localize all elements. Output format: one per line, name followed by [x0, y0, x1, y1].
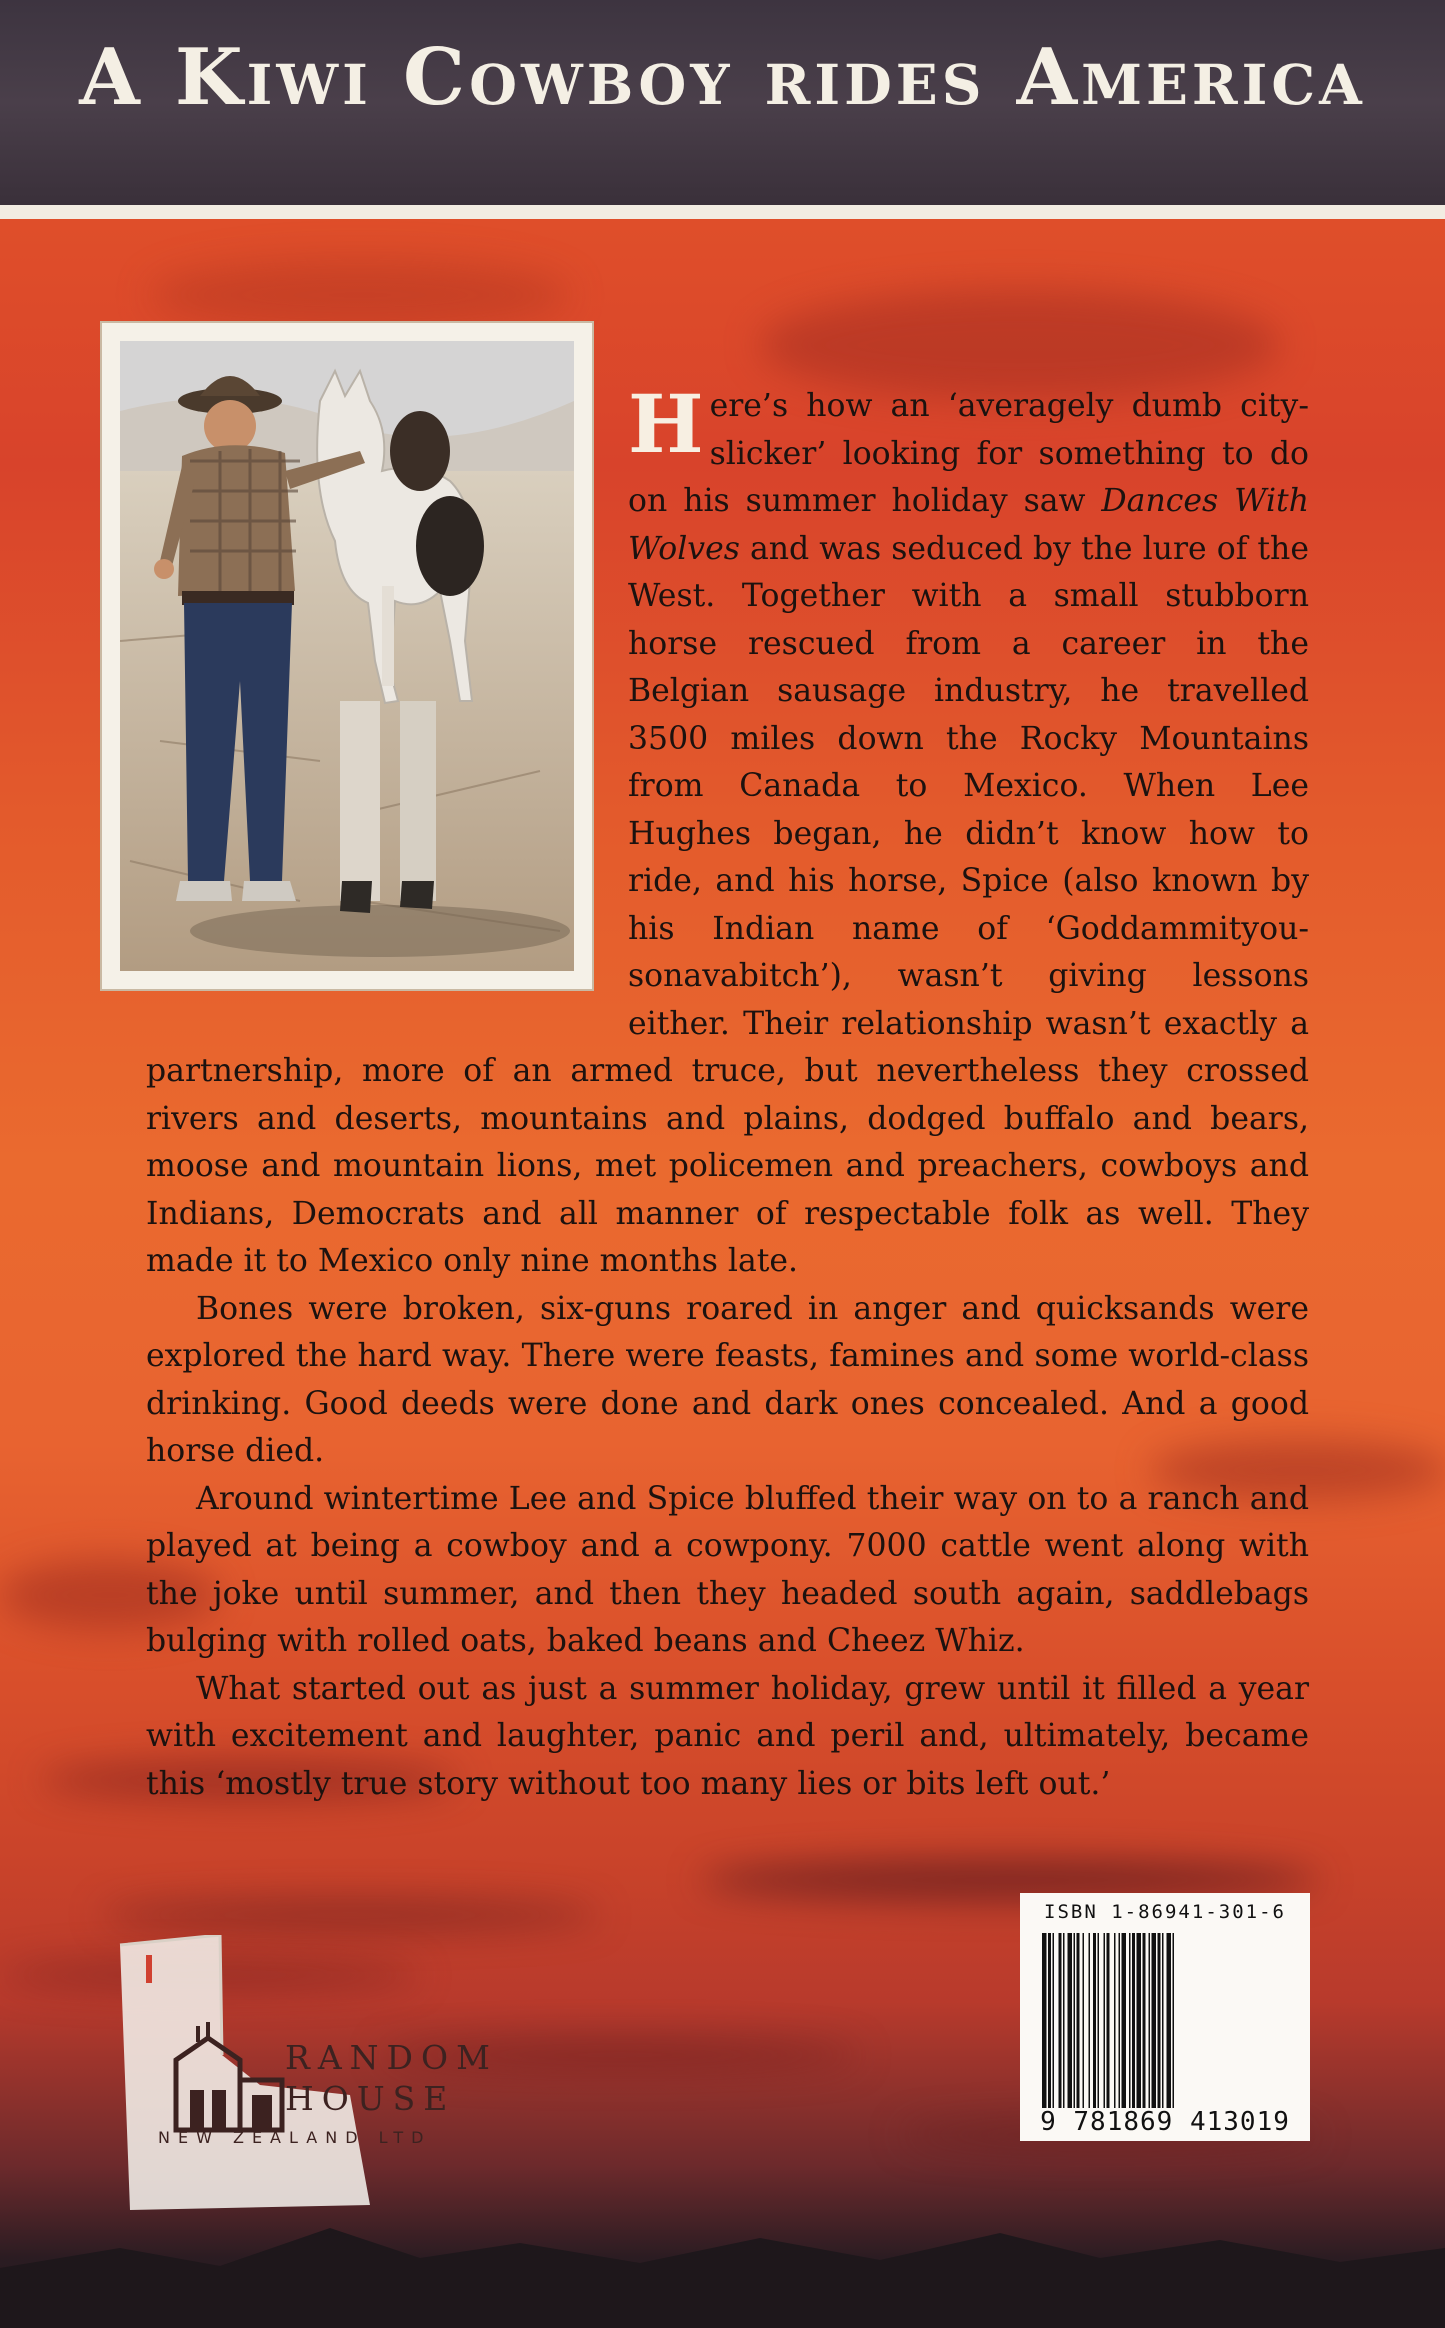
- barcode-bar: [1104, 1933, 1106, 2108]
- blurb-paragraph-3: Around wintertime Lee and Spice bluffed their way on to a ranch and played at being a cowboy and a cowpony. 7000 cattle went along with the joke until summer, and then they headed south again, saddlebags bulging with rolled oats, baked beans and Cheez Whiz.: [146, 1480, 1309, 1659]
- barcode-bar: [1173, 1933, 1175, 2108]
- barcode-bar: [1107, 1933, 1110, 2108]
- blurb-paragraph-1: [146, 377, 1309, 1286]
- house-icon: [168, 2020, 288, 2140]
- blurb-text-1a: ere’s how an ‘averagely dumb city-slicker’ looking for something to do on his summer holiday saw: [628, 388, 1309, 519]
- barcode-bar: [1143, 1933, 1146, 2108]
- publisher-name-line-1: RANDOM: [285, 2038, 498, 2077]
- barcode-bar: [1129, 1933, 1131, 2108]
- barcode-bar: [1059, 1933, 1062, 2108]
- barcode-bar: [1063, 1933, 1065, 2108]
- barcode-bar: [1114, 1933, 1116, 2108]
- barcode-bar: [1162, 1933, 1164, 2108]
- barcode-bar: [1053, 1933, 1055, 2108]
- barcode-bar: [1158, 1933, 1161, 2108]
- barcode-bar: [1077, 1933, 1080, 2108]
- blurb-text-1b: and was seduced by the lure of the West. Together with a small stubborn horse rescued from a career in the Belgian sausage industry, he travelled 3500 miles down the Rocky Mountains from Canada to Mexico. When Lee Hughes began, he didn’t know how to ride, and his horse, Spice (also known by his Indian name of ‘Goddammityou-sonavabitch’), wasn’t giving lessons either. Their relationship wasn’t exactly a partnership, more of an armed truce, but nevertheless they crossed rivers and deserts, mountains and plains, dodged buffalo and bears, moose and mountain lions, met policemen and preachers, cowboys and Indians, Democrats and all manner of respectable folk as well. They made it to Mexico only nine months late.: [146, 530, 1309, 1279]
- film-title: Dances With Wolves: [628, 483, 1309, 567]
- barcode-bar: [1048, 1933, 1051, 2108]
- barcode-bar: [1149, 1933, 1151, 2108]
- barcode-bar: [1152, 1933, 1157, 2108]
- barcode-bar: [1093, 1933, 1096, 2108]
- barcode-bar: [1119, 1933, 1121, 2108]
- barcode-bar: [1089, 1933, 1091, 2108]
- barcode-bar: [1137, 1933, 1142, 2108]
- book-title: A Kiwi Cowboy rides America: [79, 32, 1366, 123]
- blurb-paragraph-4: What started out as just a summer holiday, grew until it filled a year with excitement and laughter, panic and peril and, ultimately, became this ‘mostly true story without too many lies or bits left out.’: [146, 1670, 1309, 1802]
- barcode-bar: [1074, 1933, 1076, 2108]
- barcode-bar: [1122, 1933, 1127, 2108]
- isbn-barcode-box: [1020, 1893, 1310, 2141]
- back-cover-blurb: [146, 377, 1309, 1808]
- isbn-label: ISBN 1-86941-301-6: [1044, 1901, 1286, 1923]
- blurb-paragraph-2: Bones were broken, six-guns roared in anger and quicksands were explored the hard way. There were feasts, famines and some world-class drinking. Good deeds were done and dark ones concealed. And a good horse died.: [146, 1290, 1309, 1469]
- barcode-bar: [1167, 1933, 1172, 2108]
- barcode-bar: [1068, 1933, 1073, 2108]
- publisher-logo: [158, 2000, 498, 2150]
- barcode-icon: [1042, 1933, 1288, 2108]
- barcode-bar: [1098, 1933, 1100, 2108]
- cloud: [150, 260, 570, 330]
- barcode-bar: [1042, 1933, 1047, 2108]
- barcode-bar: [1132, 1933, 1135, 2108]
- publisher-subtitle: NEW ZEALAND LTD: [158, 2128, 432, 2147]
- drop-cap: H: [628, 377, 704, 471]
- publisher-name-line-2: HOUSE: [285, 2079, 456, 2118]
- barcode-bar: [1083, 1933, 1085, 2108]
- cloud: [100, 1900, 600, 1930]
- photo-wrap-spacer: [146, 383, 628, 1019]
- mountain-silhouette: [0, 2188, 1445, 2328]
- isbn-digits: 9 781869 413019: [1040, 2107, 1290, 2137]
- title-divider: [0, 205, 1445, 219]
